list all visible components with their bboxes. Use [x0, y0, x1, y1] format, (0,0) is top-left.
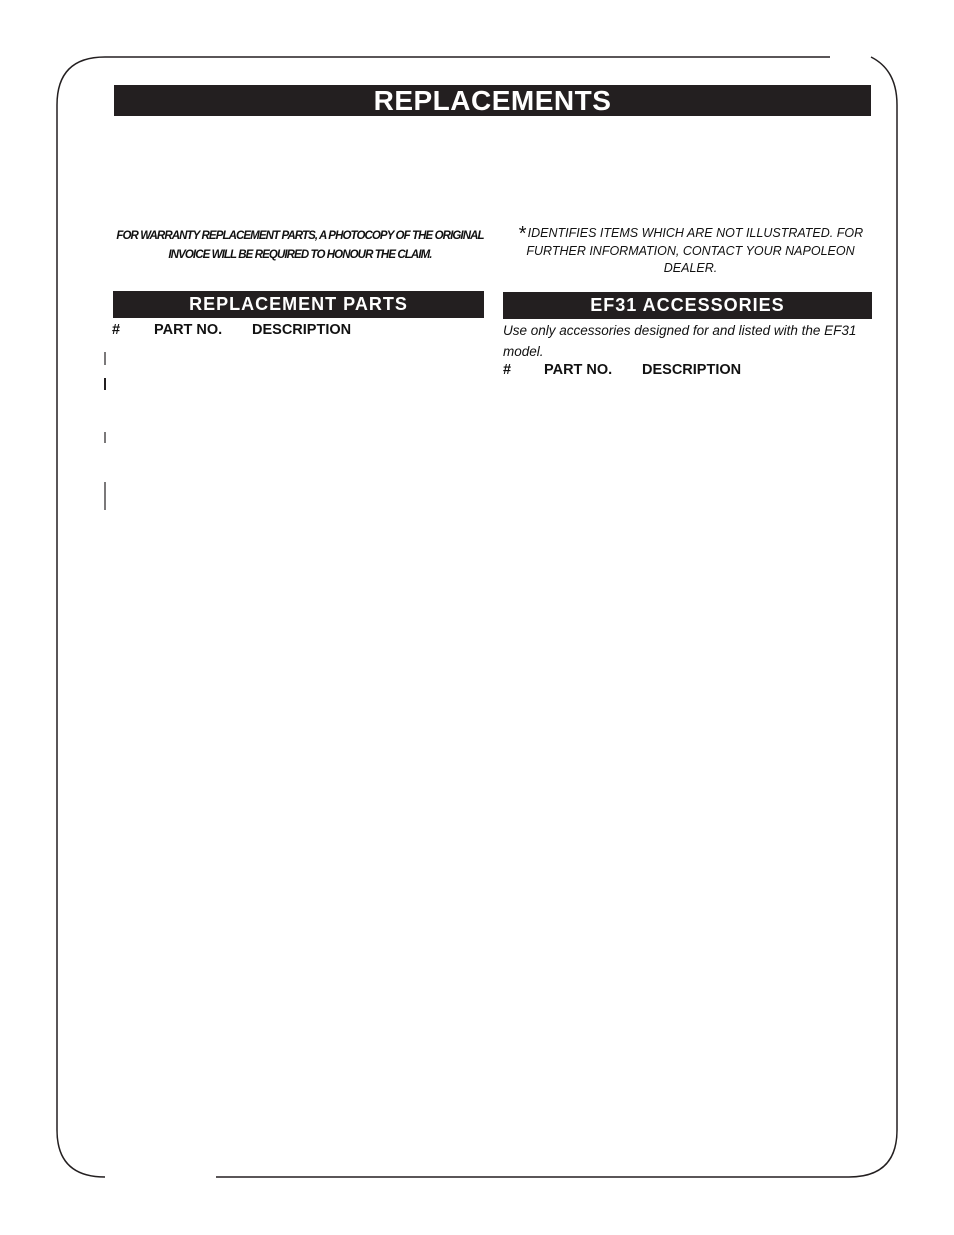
accessories-col-description: DESCRIPTION — [642, 362, 742, 378]
accessories-heading: EF31 ACCESSORIES — [503, 292, 872, 319]
replacement-parts-col-partno: PART NO. — [154, 322, 223, 338]
not-illustrated-note — [503, 225, 878, 277]
not-illustrated-text: IDENTIFIES ITEMS WHICH ARE NOT ILLUSTRATED. FOR FURTHER INFORMATION, CONTACT YOUR NAPOLEON DEALER. — [526, 226, 864, 275]
accessories-note: Use only accessories designed for and listed with the EF31 model. — [503, 323, 857, 359]
page-title: REPLACEMENTS — [114, 85, 871, 116]
warranty-note: FOR WARRANTY REPLACEMENT PARTS, A PHOTOCOPY OF THE ORIGINAL INVOICE WILL BE REQUIRED TO HONOUR THE CLAIM. — [116, 230, 484, 261]
accessories-col-partno: PART NO. — [544, 362, 613, 378]
accessories-col-number: # — [503, 362, 512, 378]
asterisk-symbol: * — [517, 223, 526, 245]
replacement-parts-heading: REPLACEMENT PARTS — [113, 291, 484, 318]
replacement-parts-col-number: # — [112, 322, 121, 338]
replacement-parts-col-description: DESCRIPTION — [252, 322, 352, 338]
